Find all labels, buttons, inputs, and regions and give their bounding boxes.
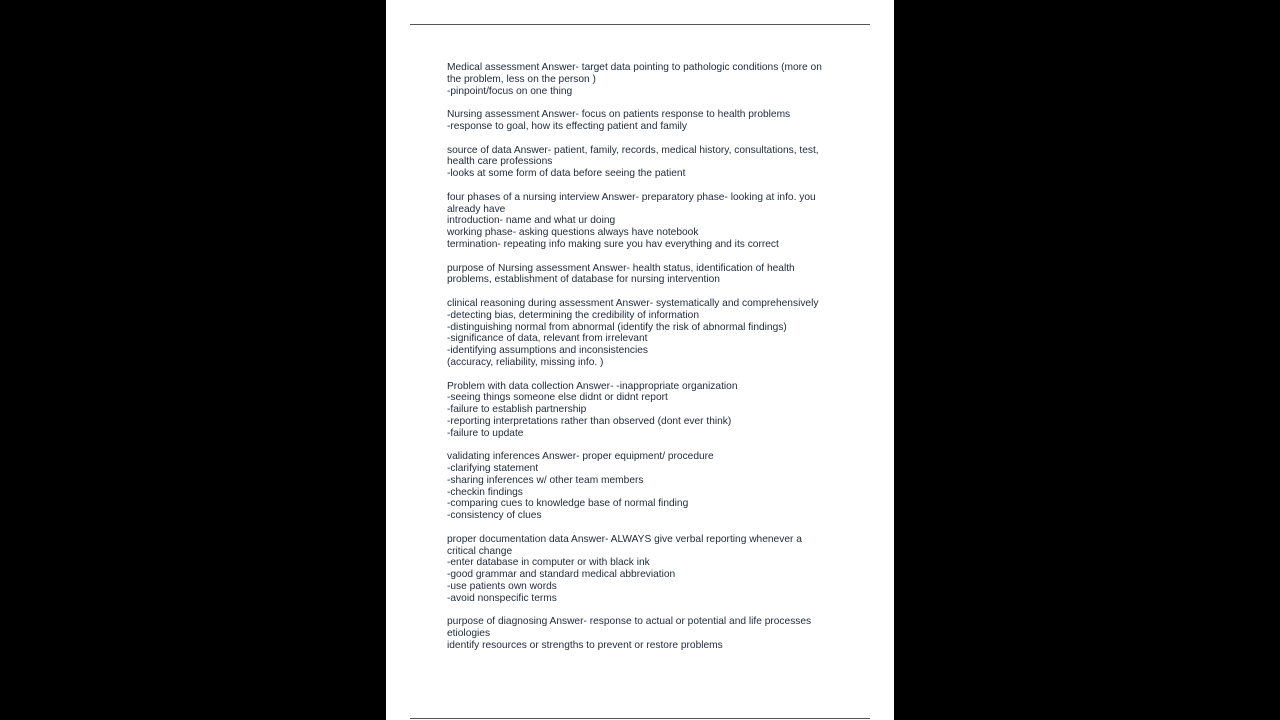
qa-answer-line: -clarifying statement bbox=[447, 463, 539, 475]
qa-answer-line: -sharing inferences w/ other team members bbox=[447, 474, 644, 486]
qa-answer-line: -distinguishing normal from abnormal (identify the risk of abnormal findings) bbox=[447, 321, 787, 333]
qa-answer-line: -good grammar and standard medical abbreviation bbox=[447, 569, 676, 581]
page-content bbox=[447, 62, 847, 664]
qa-answer-line: (accuracy, reliability, missing info. ) bbox=[447, 356, 604, 368]
qa-question-line: clinical reasoning during assessment Answer- systematically and comprehensively bbox=[447, 297, 819, 309]
qa-question-line: Nursing assessment Answer- focus on patients response to health problems bbox=[447, 109, 791, 121]
qa-entry bbox=[447, 145, 847, 180]
qa-answer-line: -reporting interpretations rather than observed (dont ever think) bbox=[447, 415, 732, 427]
qa-entry bbox=[447, 451, 847, 522]
header-rule bbox=[410, 24, 870, 25]
qa-answer-line: termination- repeating info making sure you hav everything and its correct bbox=[447, 238, 779, 250]
qa-entry bbox=[447, 62, 847, 97]
qa-entry bbox=[447, 263, 847, 287]
qa-answer-line: -failure to update bbox=[447, 427, 524, 439]
qa-answer-line: working phase- asking questions always have notebook bbox=[447, 227, 699, 239]
qa-answer-line: -comparing cues to knowledge base of normal finding bbox=[447, 498, 689, 510]
qa-answer-line: the problem, less on the person ) bbox=[447, 73, 596, 85]
qa-answer-line: critical change bbox=[447, 545, 513, 557]
qa-answer-line: -significance of data, relevant from irrelevant bbox=[447, 333, 648, 345]
qa-answer-line: -enter database in computer or with black ink bbox=[447, 557, 650, 569]
qa-answer-line: identify resources or strengths to prevent or restore problems bbox=[447, 640, 723, 652]
qa-entry bbox=[447, 616, 847, 651]
qa-question-line: Problem with data collection Answer- -inappropriate organization bbox=[447, 380, 738, 392]
qa-question-line: purpose of diagnosing Answer- response to actual or potential and life processes bbox=[447, 616, 812, 628]
qa-question-line: validating inferences Answer- proper equipment/ procedure bbox=[447, 451, 714, 463]
qa-question-line: proper documentation data Answer- ALWAYS give verbal reporting whenever a bbox=[447, 533, 802, 545]
qa-answer-line: already have bbox=[447, 203, 506, 215]
qa-entry bbox=[447, 298, 847, 369]
qa-answer-line: -checkin findings bbox=[447, 486, 523, 498]
qa-entry bbox=[447, 381, 847, 440]
qa-question-line: Medical assessment Answer- target data pointing to pathologic conditions (more on bbox=[447, 62, 822, 73]
qa-question-line: purpose of Nursing assessment Answer- health status, identification of health bbox=[447, 262, 795, 274]
qa-entry bbox=[447, 109, 847, 133]
qa-answer-line: introduction- name and what ur doing bbox=[447, 215, 616, 227]
qa-answer-line: -avoid nonspecific terms bbox=[447, 592, 557, 604]
qa-entry bbox=[447, 192, 847, 251]
qa-answer-line: -failure to establish partnership bbox=[447, 404, 587, 416]
qa-answer-line: -pinpoint/focus on one thing bbox=[447, 85, 573, 97]
qa-entry bbox=[447, 534, 847, 605]
qa-answer-line: -use patients own words bbox=[447, 581, 557, 593]
qa-answer-line: -seeing things someone else didnt or didnt report bbox=[447, 392, 668, 404]
qa-answer-line: -identifying assumptions and inconsistencies bbox=[447, 345, 649, 357]
footer-rule bbox=[410, 718, 870, 719]
qa-question-line: four phases of a nursing interview Answer- preparatory phase- looking at info. you bbox=[447, 191, 816, 203]
qa-answer-line: -response to goal, how its effecting patient and family bbox=[447, 120, 687, 132]
qa-question-line: source of data Answer- patient, family, records, medical history, consultations, test, bbox=[447, 144, 819, 156]
qa-answer-line: problems, establishment of database for nursing intervention bbox=[447, 274, 720, 286]
qa-answer-line: -consistency of clues bbox=[447, 510, 542, 522]
qa-answer-line: -detecting bias, determining the credibility of information bbox=[447, 309, 699, 321]
document-page bbox=[386, 0, 894, 720]
qa-answer-line: etiologies bbox=[447, 628, 491, 640]
qa-answer-line: -looks at some form of data before seeing the patient bbox=[447, 168, 686, 180]
qa-answer-line: health care professions bbox=[447, 156, 553, 168]
